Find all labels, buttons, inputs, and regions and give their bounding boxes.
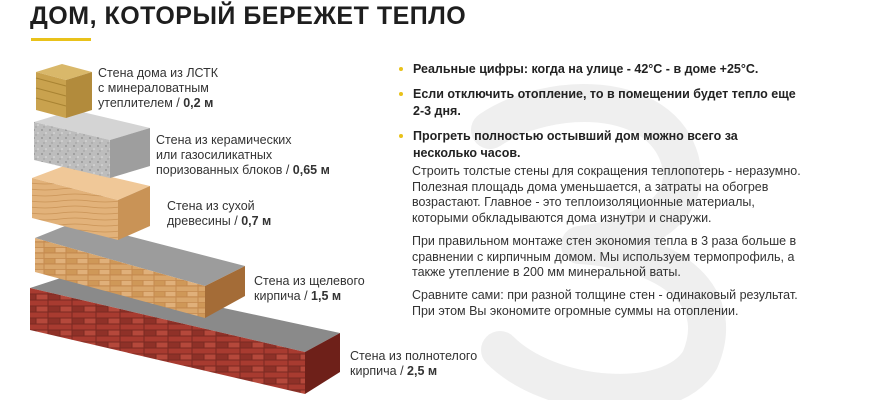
wall-label-lstk: Стена дома из ЛСТК с минераловатным утеплителем / 0,2 м [98, 66, 219, 110]
ceramic-block [34, 110, 150, 178]
lstk-block [36, 64, 92, 118]
wood-block [32, 166, 150, 240]
bullet-icon [399, 92, 403, 96]
paragraph-insulation: Строить толстые стены для сокращения теплопотерь - неразумно. Полезная площадь дома уменьшается, а затраты на обогрев возрастают. Главное - это теплоизоляционные материалы, которыми обкладываются дома изнутри и снаружи. [412, 164, 801, 225]
list-item: Если отключить отопление, то в помещении будет тепло еще 2-3 дня. [397, 86, 797, 120]
list-item: Прогреть полностью остывший дом можно всего за несколько часов. [397, 128, 797, 162]
wall-label-ceramic: Стена из керамических или газосиликатных поризованных блоков / 0,65 м [156, 133, 330, 177]
wall-label-wood: Стена из сухой древесины / 0,7 м [167, 199, 272, 228]
bullet-icon [399, 134, 403, 138]
wall-label-slotted-brick: Стена из щелевого кирпича / 1,5 м [254, 274, 365, 303]
paragraph-compare: Сравните сами: при разной толщине стен - одинаковый результат. При этом Вы экономите огромные суммы на отоплении. [412, 288, 798, 318]
paragraph-savings: При правильном монтаже стен экономия тепла в 3 раза больше в сравнении с кирпичным домом. Мы используем термопрофиль, а также утепление в 200 мм минеральной ваты. [412, 234, 797, 279]
wall-label-full-brick: Стена из полнотелого кирпича / 2,5 м [350, 349, 478, 378]
list-item: Реальные цифры: когда на улице - 42°С - в доме +25°С. [397, 61, 797, 78]
page-title: ДОМ, КОТОРЫЙ БЕРЕЖЕТ ТЕПЛО [30, 2, 467, 30]
key-facts-list [397, 61, 797, 170]
bullet-icon [399, 67, 403, 71]
